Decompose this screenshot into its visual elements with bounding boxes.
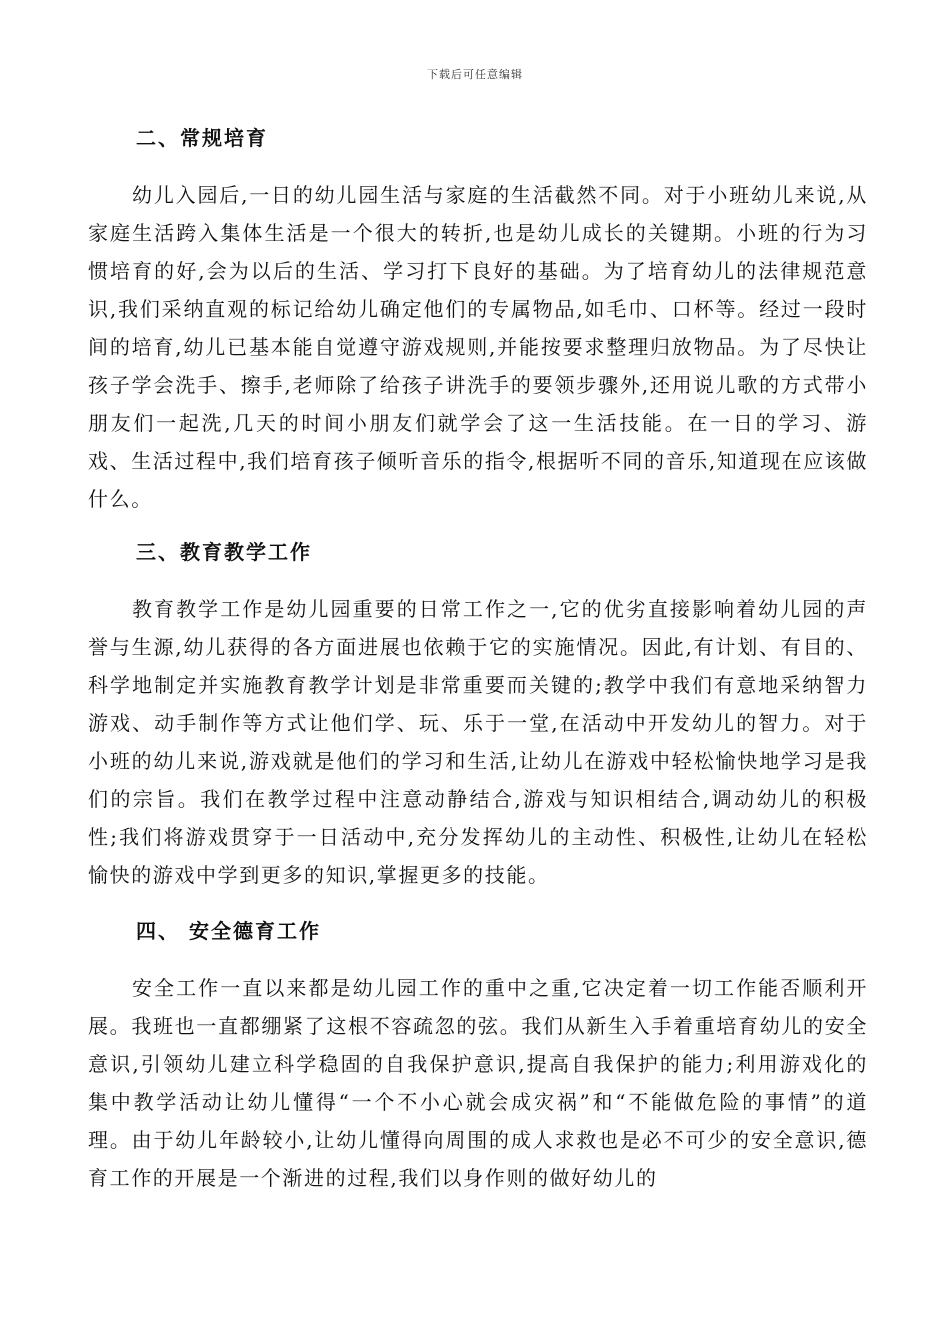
section-paragraph: 安全工作一直以来都是幼儿园工作的重中之重,它决定着一切工作能否顺利开展。我班也一直都绷紧了这根不容疏忽的弦。我们从新生入手着重培育幼儿的安全意识,引领幼儿建立科学稳固的自我保护意识,提高自我保护的能力;利用游戏化的集中教学活动让幼儿懂得“一个不小心就会成灾祸”和“不能做危险的事情”的道理。由于幼儿年龄较小,让幼儿懂得向周围的成人求救也是必不可少的安全意识,德育工作的开展是一个渐进的过程,我们以身作则的做好幼儿的 — [88, 976, 868, 1190]
page-header: 下载后可任意编辑 — [427, 68, 523, 81]
section-heading: 三、教育教学工作 — [136, 540, 312, 564]
section-safety-moral-work — [88, 917, 868, 1197]
section-paragraph: 教育教学工作是幼儿园重要的日常工作之一,它的优劣直接影响着幼儿园的声誉与生源,幼儿获得的各方面进展也依赖于它的实施情况。因此,有计划、有目的、科学地制定并实施教育教学计划是非常重要而关键的;教学中我们有意地采纳智力游戏、动手制作等方式让他们学、玩、乐于一堂,在活动中开发幼儿的智力。对于小班的幼儿来说,游戏就是他们的学习和生活,让幼儿在游戏中轻松愉快地学习是我们的宗旨。我们在教学过程中注意动静结合,游戏与知识相结合,调动幼儿的积极性;我们将游戏贯穿于一日活动中,充分发挥幼儿的主动性、积极性,让幼儿在轻松愉快的游戏中学到更多的知识,掌握更多的技能。 — [88, 597, 868, 887]
section-heading: 四、 安全德育工作 — [136, 919, 321, 943]
section-routine-training — [88, 124, 868, 518]
section-paragraph: 幼儿入园后,一日的幼儿园生活与家庭的生活截然不同。对于小班幼儿来说,从家庭生活跨入集体生活是一个很大的转折,也是幼儿成长的关键期。小班的行为习惯培育的好,会为以后的生活、学习打下良好的基础。为了培育幼儿的法律规范意识,我们采纳直观的标记给幼儿确定他们的专属物品,如毛巾、口杯等。经过一段时间的培育,幼儿已基本能自觉遵守游戏规则,并能按要求整理归放物品。为了尽快让孩子学会洗手、擦手,老师除了给孩子讲洗手的要领步骤外,还用说儿歌的方式带小朋友们一起洗,几天的时间小朋友们就学会了这一生活技能。在一日的学习、游戏、生活过程中,我们培育孩子倾听音乐的指令,根据听不同的音乐,知道现在应该做什么。 — [88, 183, 868, 511]
section-teaching-work — [88, 538, 868, 894]
section-heading: 二、常规培育 — [136, 126, 268, 150]
